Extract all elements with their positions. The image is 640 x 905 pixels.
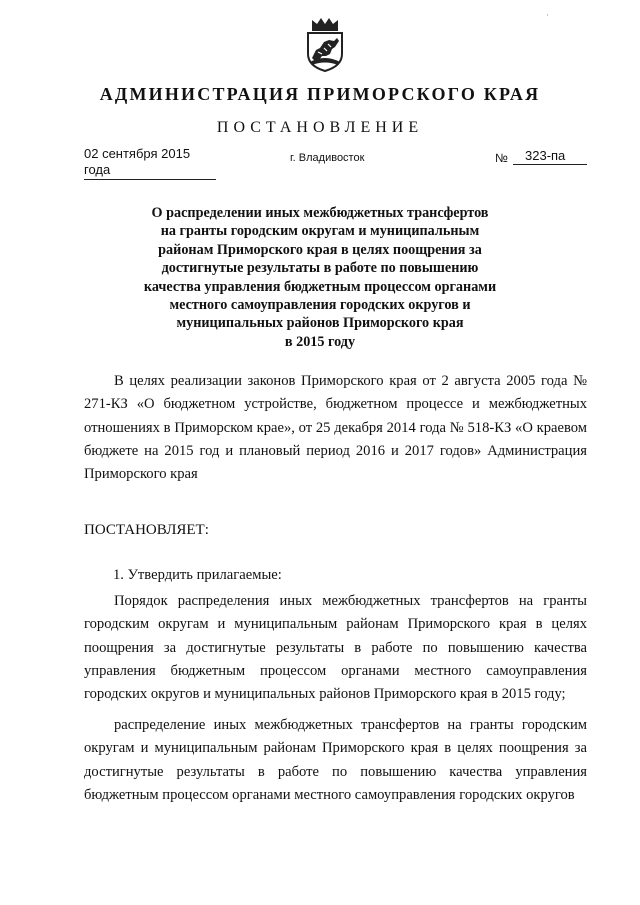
number-sign: № (495, 151, 508, 165)
heading-line: муниципальных районов Приморского края (176, 315, 464, 332)
document-date: 02 сентября 2015 года (84, 146, 216, 180)
number-value: 323-па (513, 148, 587, 165)
organization-title: АДМИНИСТРАЦИЯ ПРИМОРСКОГО КРАЯ (99, 84, 541, 104)
page-mark: · (546, 10, 549, 20)
resolves-heading: ПОСТАНОВЛЯЕТ: (84, 522, 209, 538)
heading-line: достигнутые результаты в работе по повышению (161, 260, 479, 277)
heading-line: местного самоуправления городских округов и (169, 297, 471, 314)
document-type: ПОСТАНОВЛЕНИЕ (216, 119, 424, 136)
heading-line: на гранты городским округам и муниципальным (160, 223, 480, 240)
heading-line: в 2015 году (284, 333, 356, 350)
coat-of-arms-icon (304, 16, 346, 72)
document-number (495, 148, 587, 166)
heading-line: районам Приморского края в целях поощрения за (158, 241, 482, 258)
document-heading (110, 204, 530, 351)
procedure-paragraph: Порядок распределения иных межбюджетных трансфертов на гранты городским округам и муниципальным районам Приморского края в целях поощрения за достигнутые результаты в работе по повышению качества управления бюджетным процессом органами местного самоуправления городских округов и муниципальных районов Приморского края в 2015 году; (84, 593, 587, 703)
document-city: г. Владивосток (290, 152, 365, 164)
item-1-text: 1. Утвердить прилагаемые: (113, 567, 282, 583)
heading-line: качества управления бюджетным процессом органами (143, 278, 497, 295)
preamble-paragraph: В целях реализации законов Приморского края от 2 августа 2005 года № 271-КЗ «О бюджетном устройстве, бюджетном процессе и межбюджетных отношениях в Приморском крае», от 25 декабря 2014 года № 518-КЗ «О краевом бюджете на 2015 год и плановый период 2016 и 2017 годов» Администрация Приморского края (84, 373, 587, 483)
distribution-paragraph: распределение иных межбюджетных трансфертов на гранты городским округам и муниципальным районам Приморского края в целях поощрения за достигнутые результаты в работе по повышению качества управления бюджетным процессом органами местного самоуправления городских округов (84, 717, 587, 803)
heading-line: О распределении иных межбюджетных трансфертов (151, 205, 489, 221)
